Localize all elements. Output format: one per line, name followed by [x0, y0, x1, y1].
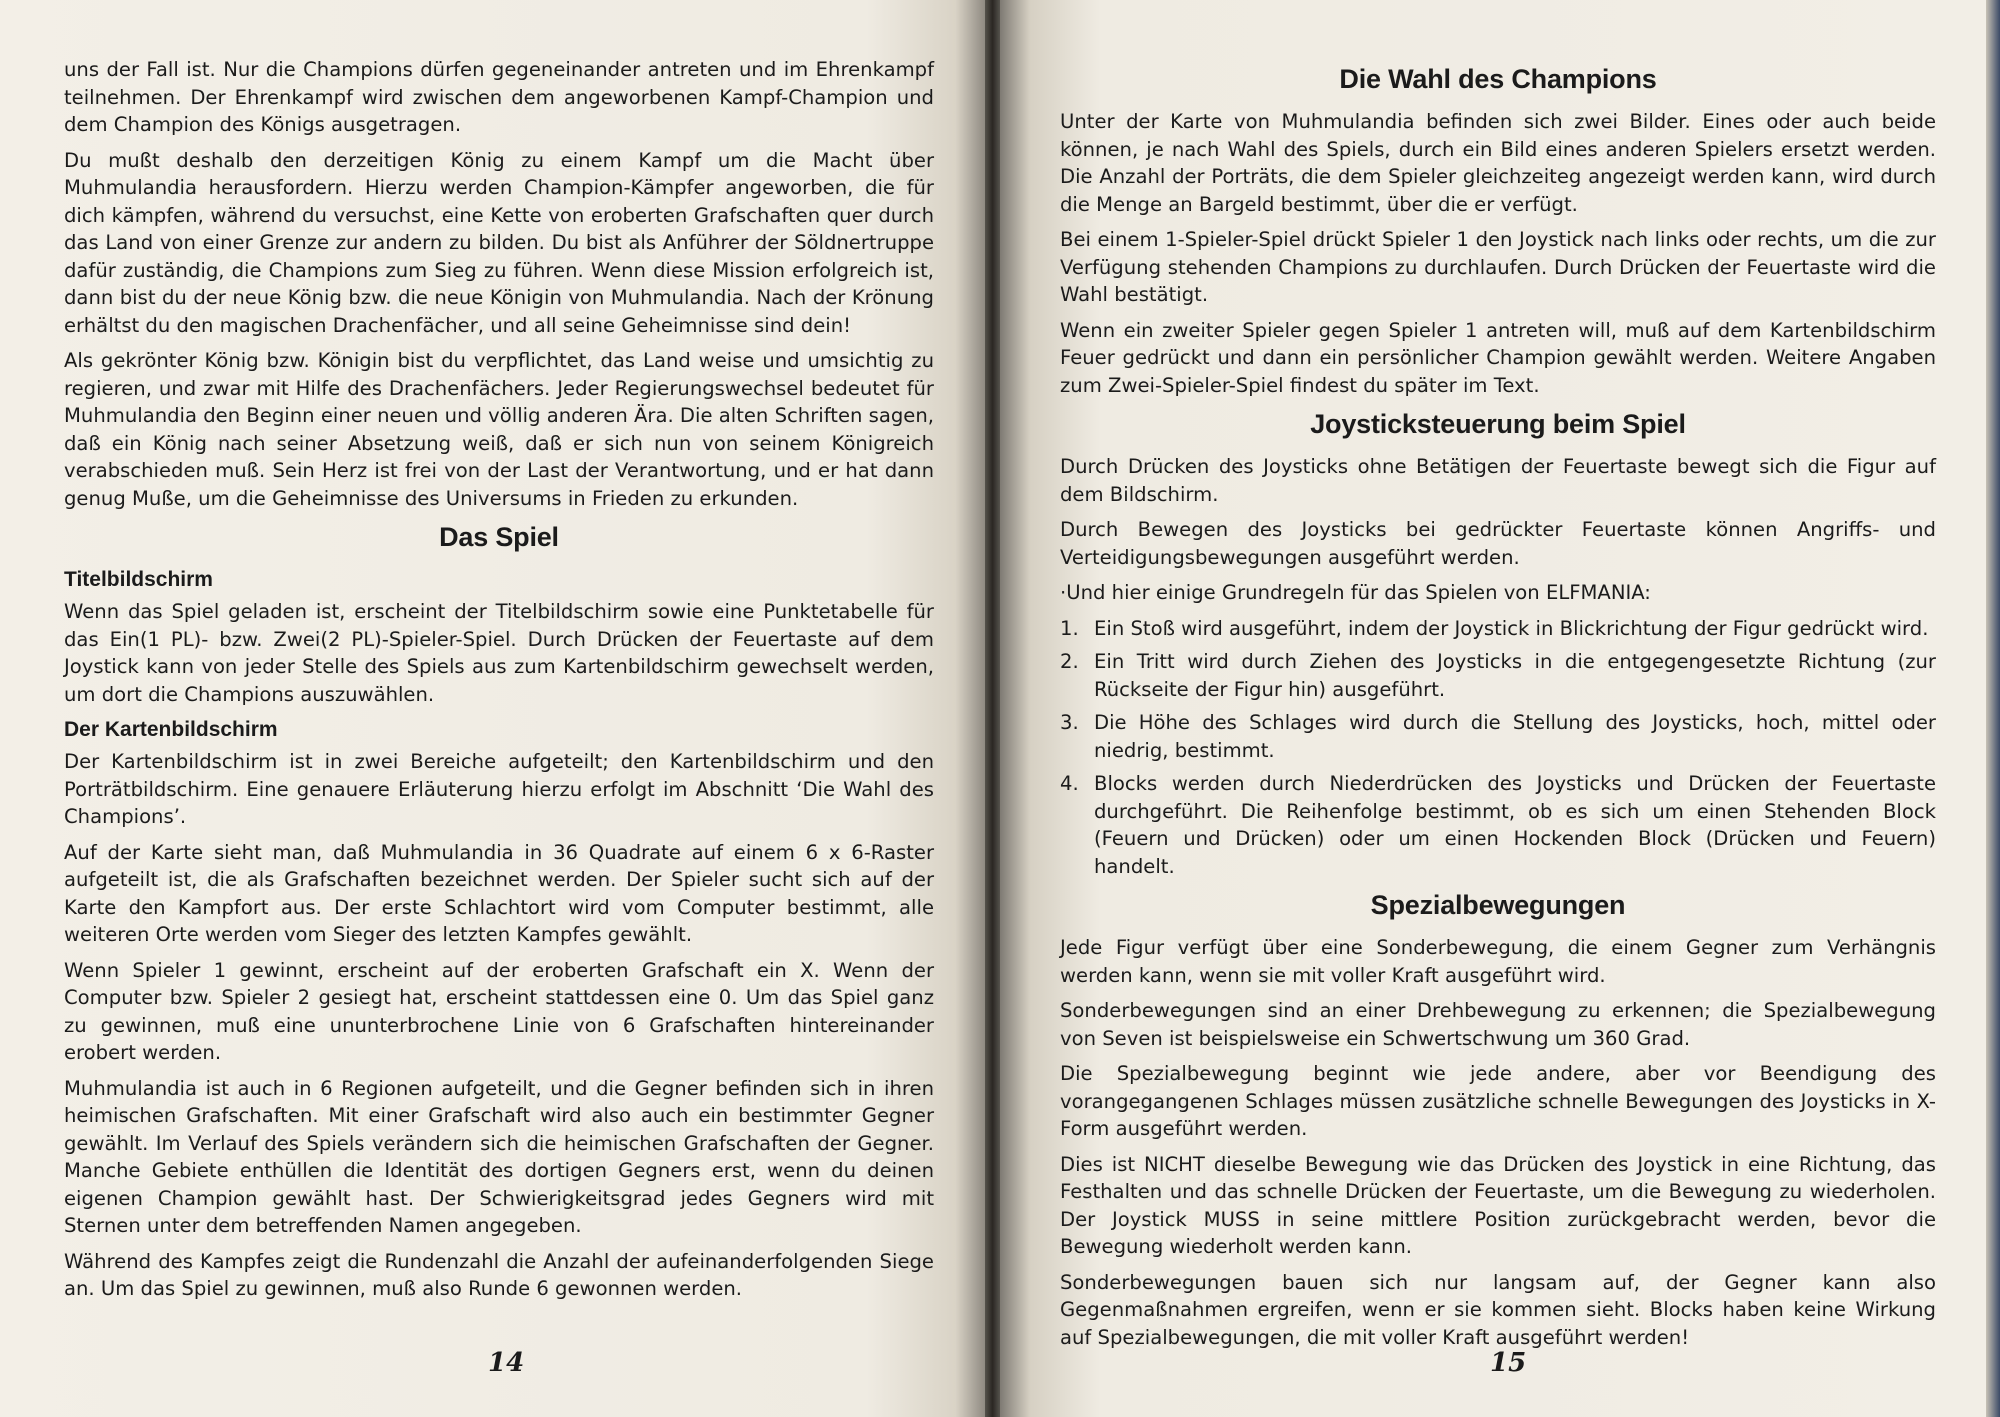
page-edge: [1986, 0, 2000, 1417]
titelbildschirm-paragraph: Wenn das Spiel geladen ist, erscheint der Titelbildschirm sowie eine Punktetabelle für das Ein(1 PL)- bzw. Zwei(2 PL)-Spieler-Spiel. Durch Drücken der Feuertaste auf dem Joystick kann von jeder Stelle des Spiels aus zum Kartenbildschirm gewechselt werden, um dort die Champions auszuwählen.: [64, 600, 934, 706]
rule-text: Ein Stoß wird ausgeführt, indem der Joystick in Blickrichtung der Figur gedrückt wird.: [1094, 616, 1929, 640]
spezial-paragraph-2: Sonderbewegungen sind an einer Drehbewegung zu erkennen; die Spezialbewegung von Seven ist beispielsweise ein Schwertschwung um 360 Grad.: [1060, 999, 1936, 1050]
intro-paragraph-2: Du mußt deshalb den derzeitigen König zu einem Kampf um die Macht über Muhmulandia herausfordern. Hierzu werden Champion-Kämpfer angeworben, die für dich kämpfen, während du versuchst, eine Kette von eroberten Grafschaften quer durch das Land von einer Grenze zur andern zu bilden. Du bist als Anführer der Söldnertruppe dafür zuständig, die Champions zum Sieg zu führen. Wenn diese Mission erfolgreich ist, dann bist du der neue König bzw. die neue Königin von Muhmulandia. Nach der Krönung erhältst du den magischen Drachenfächer, und all seine Geheimnisse sind dein!: [64, 148, 934, 337]
joystick-paragraph-2: Durch Bewegen des Joysticks bei gedrückter Feuertaste können Angriffs- und Verteidigungsbewegungen ausgeführt werden.: [1060, 518, 1936, 569]
intro-paragraph-3: Als gekrönter König bzw. Königin bist du verpflichtet, das Land weise und umsichtig zu regieren, und zwar mit Hilfe des Drachenfächers. Jeder Regierungswechsel bedeutet für Muhmulandia den Beginn einer neuen und völlig anderen Ära. Die alten Schriften sagen, daß ein König nach seiner Absetzung weiß, daß er sich nun von seinem Königreich verabschieden muß. Sein Herz ist frei von der Last der Verantwortung, und er hat dann genug Muße, um die Geheimnisse des Universums in Frieden zu erkunden.: [64, 349, 934, 510]
karte-paragraph-3: Wenn Spieler 1 gewinnt, erscheint auf der eroberten Grafschaft ein X. Wenn der Computer bzw. Spieler 2 gesiegt hat, erscheint stattdessen eine 0. Um das Spiel ganz zu gewinnen, muß eine ununterbrochene Linie von 6 Grafschaften hintereinander erobert werden.: [64, 958, 934, 1064]
wahl-paragraph-2: Bei einem 1-Spieler-Spiel drückt Spieler 1 den Joystick nach links oder rechts, um die zur Verfügung stehenden Champions zu durchlaufen. Durch Drücken der Feuertaste wird die Wahl bestätigt.: [1060, 228, 1936, 306]
intro-paragraph-1: uns der Fall ist. Nur die Champions dürfen gegeneinander antreten und im Ehrenkampf teilnehmen. Der Ehrenkampf wird zwischen dem angeworbenen Kampf-Champion und dem Champion des Königs ausgetragen.: [64, 58, 934, 136]
spezial-paragraph-3: Die Spezialbewegung beginnt wie jede andere, aber vor Beendigung des vorangegangenen Schlages müssen zusätzliche schnelle Bewegungen des Joysticks in X-Form ausgeführt werden.: [1060, 1062, 1936, 1140]
heading-das-spiel: Das Spiel: [439, 522, 559, 552]
subheading-titelbildschirm: Titelbildschirm: [64, 568, 213, 591]
karte-paragraph-2: Auf der Karte sieht man, daß Muhmulandia in 36 Quadrate auf einem 6 x 6-Raster aufgeteilt ist, die als Grafschaften bezeichnet werden. Der Spieler sucht sich auf der Karte den Kampfort aus. Der erste Schlachtort wird vom Computer bestimmt, alle weiteren Orte werden vom Sieger des letzten Kampfes gewählt.: [64, 840, 934, 946]
heading-wahl-des-champions: Die Wahl des Champions: [1339, 64, 1657, 94]
rule-item: [1060, 709, 1936, 764]
rule-item: [1060, 648, 1936, 703]
heading-spezialbewegungen: Spezialbewegungen: [1370, 890, 1626, 920]
book-gutter: [985, 0, 1000, 1417]
joystick-paragraph-1: Durch Drücken des Joysticks ohne Betätigen der Feuertaste bewegt sich die Figur auf dem Bildschirm.: [1060, 455, 1936, 506]
subheading-kartenbildschirm: Der Kartenbildschirm: [64, 718, 278, 741]
page-number-right: 15: [1490, 1348, 1527, 1378]
left-page-column: [64, 56, 934, 1311]
rule-text: Ein Tritt wird durch Ziehen des Joysticks in die entgegengesetzte Richtung (zur Rückseite der Figur hin) ausgeführt.: [1094, 650, 1936, 701]
joystick-paragraph-3: ·Und hier einige Grundregeln für das Spielen von ELFMANIA:: [1060, 581, 1651, 604]
rule-number: 3.: [1060, 711, 1079, 734]
rule-number: 4.: [1060, 772, 1079, 795]
rule-text: Blocks werden durch Niederdrücken des Joysticks und Drücken der Feuertaste durchgeführt. Die Reihenfolge bestimmt, ob es sich um einen Stehenden Block (Feuern und Drücken) oder um einen Hockenden Block (Drücken und Feuern) handelt.: [1094, 772, 1936, 878]
left-page: [0, 0, 985, 1417]
spezial-paragraph-5: Sonderbewegungen bauen sich nur langsam auf, der Gegner kann also Gegenmaßnahmen ergreifen, wenn er sie kommen sieht. Blocks haben keine Wirkung auf Spezialbewegungen, die mit voller Kraft ausgeführt werden!: [1060, 1270, 1936, 1349]
rules-list: [1060, 615, 1936, 881]
heading-joysticksteuerung: Joysticksteuerung beim Spiel: [1310, 409, 1686, 439]
rule-item: [1060, 615, 1936, 643]
rule-text: Die Höhe des Schlages wird durch die Stellung des Joysticks, hoch, mittel oder niedrig, bestimmt.: [1094, 711, 1936, 762]
wahl-paragraph-1: Unter der Karte von Muhmulandia befinden sich zwei Bilder. Eines oder auch beide können, je nach Wahl des Spiels, durch ein Bild eines anderen Spielers ersetzt werden. Die Anzahl der Porträts, die dem Spieler gleichzeiteg angezeigt werden kann, wird durch die Menge an Bargeld bestimmt, über die er verfügt.: [1060, 110, 1936, 216]
page-number-left: 14: [488, 1348, 525, 1378]
rule-item: [1060, 770, 1936, 880]
rule-number: 2.: [1060, 650, 1079, 673]
karte-paragraph-4: Muhmulandia ist auch in 6 Regionen aufgeteilt, und die Gegner befinden sich in ihren heimischen Grafschaften. Mit einer Grafschaft wird also auch ein bestimmter Gegner gewählt. Im Verlauf des Spiels verändern sich die heimischen Grafschaften der Gegner. Manche Gebiete enthüllen die Identität des dortigen Gegners erst, wenn du deinen eigenen Champion gewählt hast. Der Schwierigkeitsgrad jedes Gegners wird mit Sternen unter dem betreffenden Namen angegeben.: [64, 1076, 934, 1237]
karte-paragraph-5: Während des Kampfes zeigt die Rundenzahl die Anzahl der aufeinanderfolgenden Siege an. Um das Spiel zu gewinnen, muß also Runde 6 gewonnen werden.: [64, 1249, 934, 1300]
karte-paragraph-1: Der Kartenbildschirm ist in zwei Bereiche aufgeteilt; den Kartenbildschirm und den Porträtbildschirm. Eine genauere Erläuterung hierzu erfolgt im Abschnitt ‘Die Wahl des Champions’.: [64, 750, 934, 828]
wahl-paragraph-3: Wenn ein zweiter Spieler gegen Spieler 1 antreten will, muß auf dem Kartenbildschirm Feuer gedrückt und dann ein persönlicher Champion gewählt werden. Weitere Angaben zum Zwei-Spieler-Spiel findest du später im Text.: [1060, 318, 1936, 397]
right-page: [1000, 0, 2000, 1417]
right-page-column: [1060, 56, 1936, 1359]
rule-number: 1.: [1060, 616, 1079, 640]
spezial-paragraph-4: Dies ist NICHT dieselbe Bewegung wie das Drücken des Joystick in eine Richtung, das Festhalten und das schnelle Drücken der Feuertaste, um die Bewegung zu wiederholen. Der Joystick MUSS in seine mittlere Position zurückgebracht werden, bevor die Bewegung wiederholt werden kann.: [1060, 1152, 1936, 1258]
spezial-paragraph-1: Jede Figur verfügt über eine Sonderbewegung, die einem Gegner zum Verhängnis werden kann, wenn sie mit voller Kraft ausgeführt wird.: [1060, 936, 1936, 987]
